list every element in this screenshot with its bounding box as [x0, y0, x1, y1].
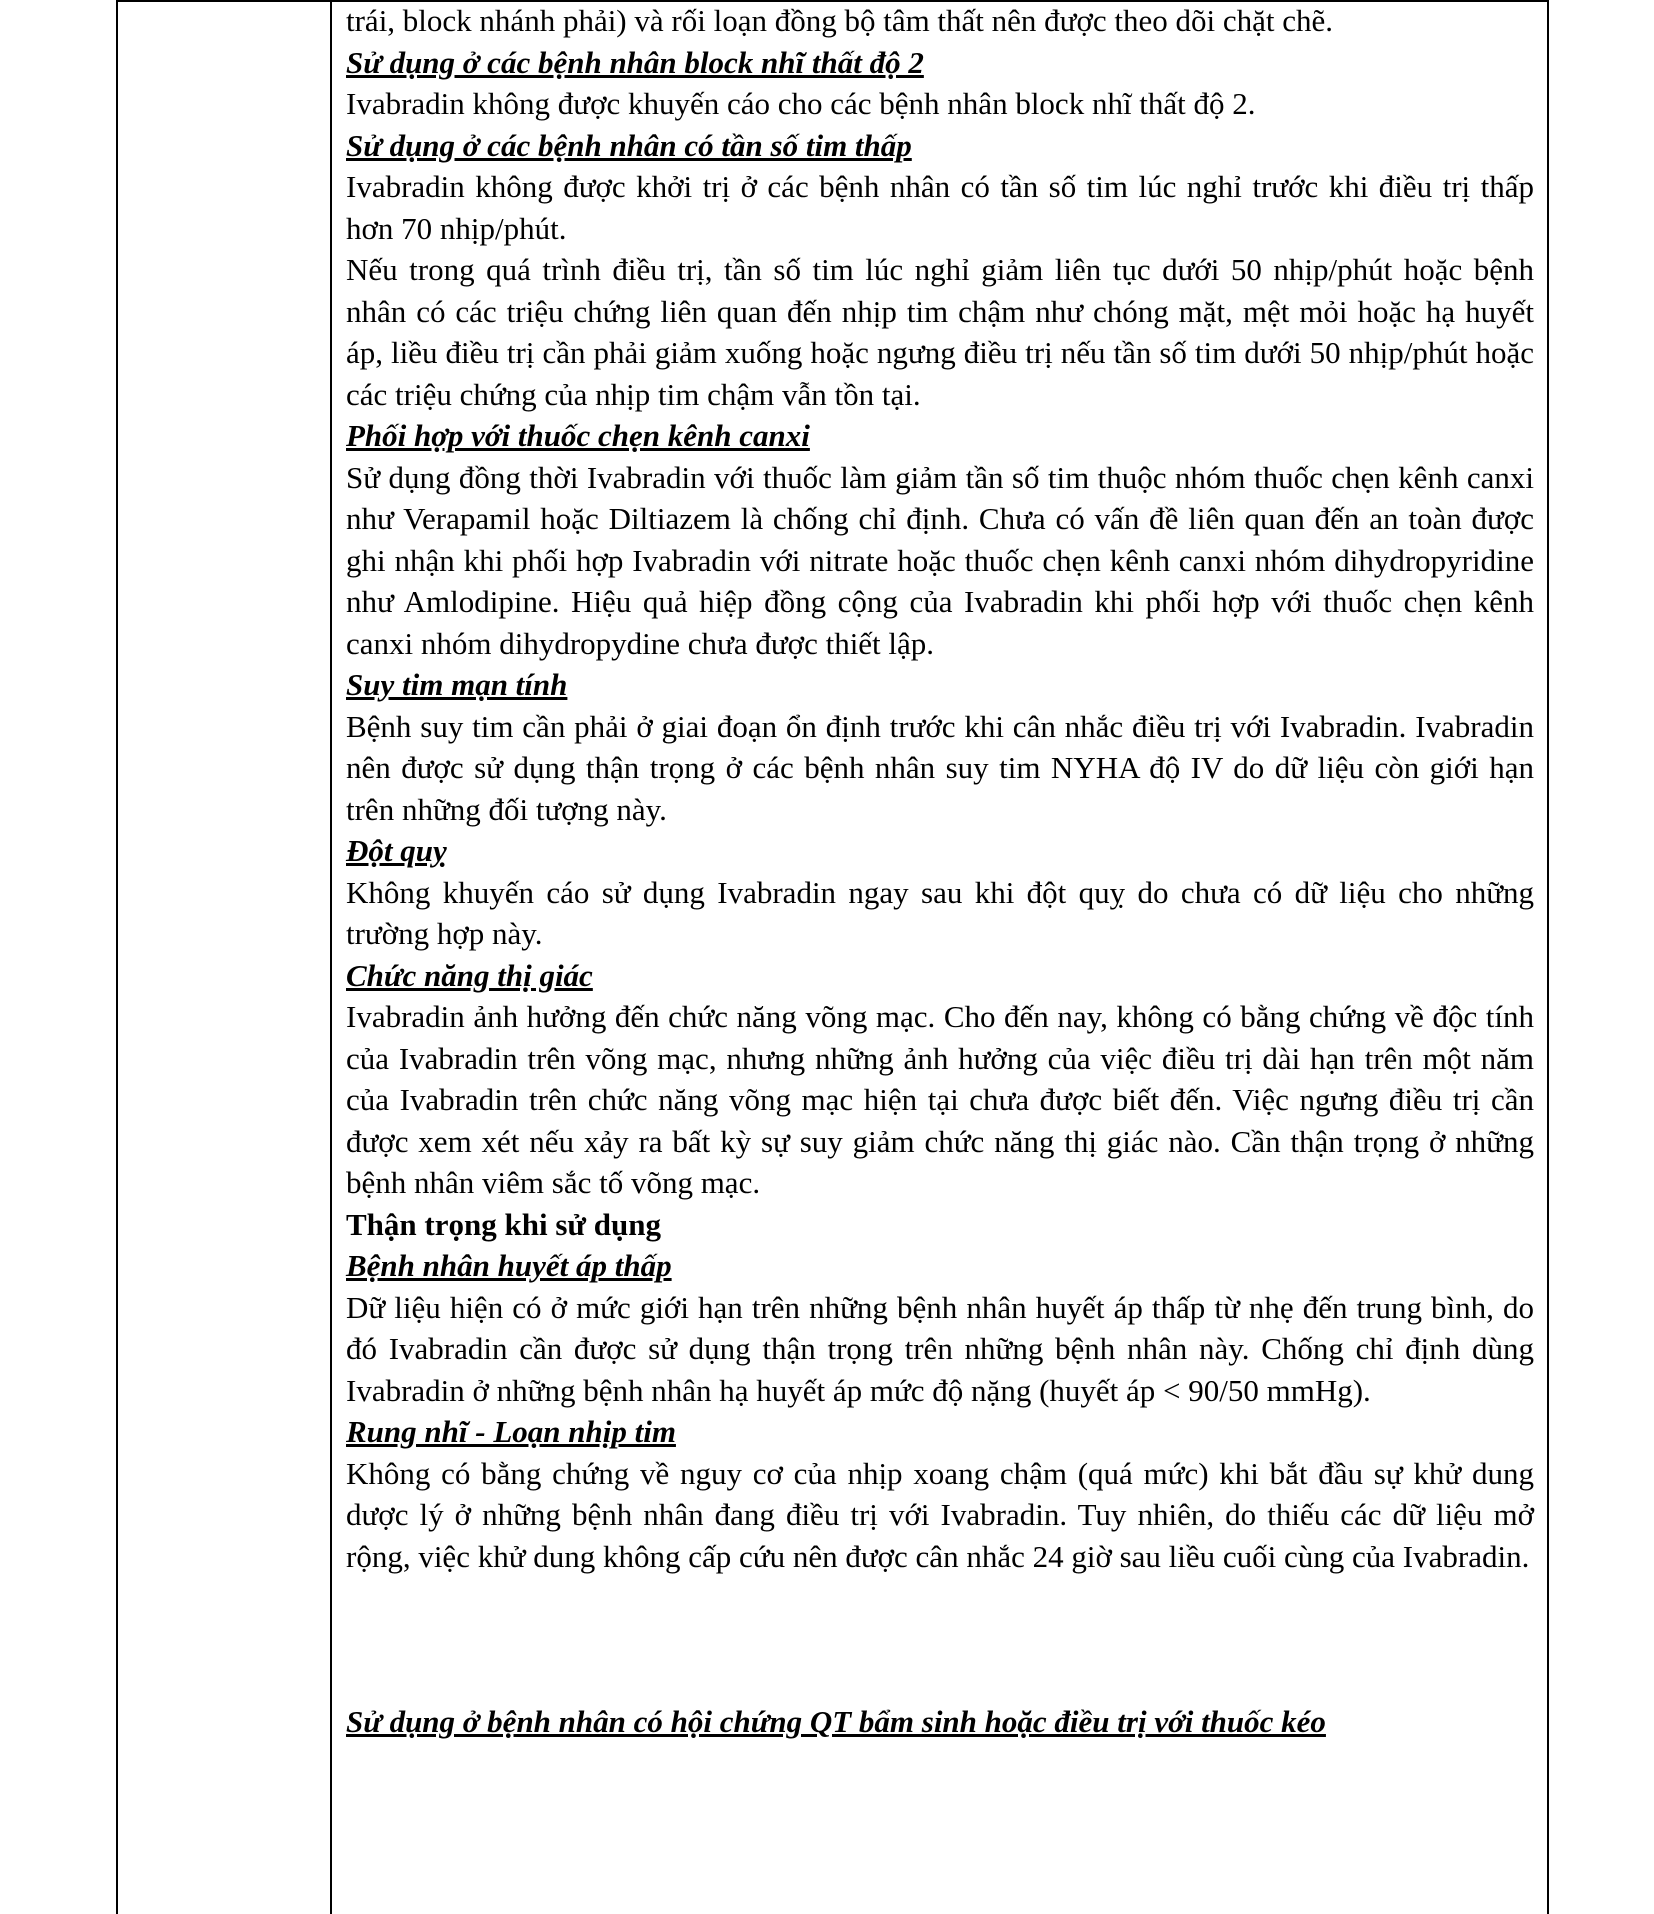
- blank-space: [346, 1577, 1534, 1701]
- paragraph: Ivabradin không được khuyến cáo cho các bệnh nhân block nhĩ thất độ 2.: [346, 86, 1256, 121]
- section-subheading: Chức năng thị giác: [346, 957, 593, 993]
- paragraph: Bệnh suy tim cần phải ở giai đoạn ổn định trước khi cân nhắc điều trị với Ivabradin. Ivabradin nên được sử dụng thận trọng ở các bệnh nhân suy tim NYHA độ IV do dữ liệu còn giới hạn trên những đối tượng này.: [346, 708, 1534, 827]
- section-subheading: Bệnh nhân huyết áp thấp: [346, 1248, 672, 1283]
- table-column-divider: [330, 0, 332, 1914]
- section-subheading: Sử dụng ở các bệnh nhân có tần số tim thấp: [346, 127, 912, 163]
- section-subheading: Suy tim mạn tính: [346, 667, 568, 702]
- document-body: [346, 0, 1534, 1743]
- section-subheading: Đột quỵ: [346, 833, 447, 868]
- paragraph: trái, block nhánh phải) và rối loạn đồng bộ tâm thất nên được theo dõi chặt chẽ.: [346, 3, 1334, 38]
- section-subheading: Sử dụng ở bệnh nhân có hội chứng QT bẩm sinh hoặc điều trị với thuốc kéo: [346, 1704, 1326, 1739]
- paragraph: Nếu trong quá trình điều trị, tần số tim lúc nghỉ giảm liên tục dưới 50 nhịp/phút hoặc bệnh nhân có các triệu chứng liên quan đến nhịp tim chậm như chóng mặt, mệt mỏi hoặc hạ huyết áp, liều điều trị cần phải giảm xuống hoặc ngưng điều trị nếu tần số tim dưới 50 nhịp/phút hoặc các triệu chứng của nhịp tim chậm vẫn tồn tại.: [346, 252, 1534, 412]
- paragraph: Không có bằng chứng về nguy cơ của nhịp xoang chậm (quá mức) khi bắt đầu sự khử dung dược lý ở những bệnh nhân đang điều trị với Ivabradin. Tuy nhiên, do thiếu các dữ liệu mở rộng, việc khử dung không cấp cứu nên được cân nhắc 24 giờ sau liều cuối cùng của Ivabradin.: [346, 1455, 1534, 1574]
- section-heading: Thận trọng khi sử dụng: [346, 1206, 661, 1242]
- paragraph: Ivabradin ảnh hưởng đến chức năng võng mạc. Cho đến nay, không có bằng chứng về độc tính của Ivabradin trên võng mạc, nhưng những ảnh hưởng của việc điều trị dài hạn trên một năm của Ivabradin trên chức năng võng mạc hiện tại chưa được biết đến. Việc ngưng điều trị cần được xem xét nếu xảy ra bất kỳ sự suy giảm chức năng thị giác nào. Cần thận trọng ở những bệnh nhân viêm sắc tố võng mạc.: [346, 999, 1534, 1200]
- section-subheading: Rung nhĩ - Loạn nhịp tim: [346, 1414, 676, 1449]
- section-subheading: Sử dụng ở các bệnh nhân block nhĩ thất độ 2: [346, 44, 924, 80]
- paragraph: Không khuyến cáo sử dụng Ivabradin ngay sau khi đột quỵ do chưa có dữ liệu cho những trường hợp này.: [346, 874, 1534, 951]
- paragraph: Sử dụng đồng thời Ivabradin với thuốc làm giảm tần số tim thuộc nhóm thuốc chẹn kênh canxi như Verapamil hoặc Diltiazem là chống chỉ định. Chưa có vấn đề liên quan đến an toàn được ghi nhận khi phối hợp Ivabradin với nitrate hoặc thuốc chẹn kênh canxi nhóm dihydropyridine như Amlodipine. Hiệu quả hiệp đồng cộng của Ivabradin khi phối hợp với thuốc chẹn kênh canxi nhóm dihydropydine chưa được thiết lập.: [346, 459, 1534, 661]
- paragraph: Dữ liệu hiện có ở mức giới hạn trên những bệnh nhân huyết áp thấp từ nhẹ đến trung bình, do đó Ivabradin cần được sử dụng thận trọng trên những bệnh nhân này. Chống chỉ định dùng Ivabradin ở những bệnh nhân hạ huyết áp mức độ nặng (huyết áp < 90/50 mmHg).: [346, 1289, 1534, 1408]
- section-subheading: Phối hợp với thuốc chẹn kênh canxi: [346, 418, 810, 453]
- paragraph: Ivabradin không được khởi trị ở các bệnh nhân có tần số tim lúc nghỉ trước khi điều trị thấp hơn 70 nhịp/phút.: [346, 169, 1534, 246]
